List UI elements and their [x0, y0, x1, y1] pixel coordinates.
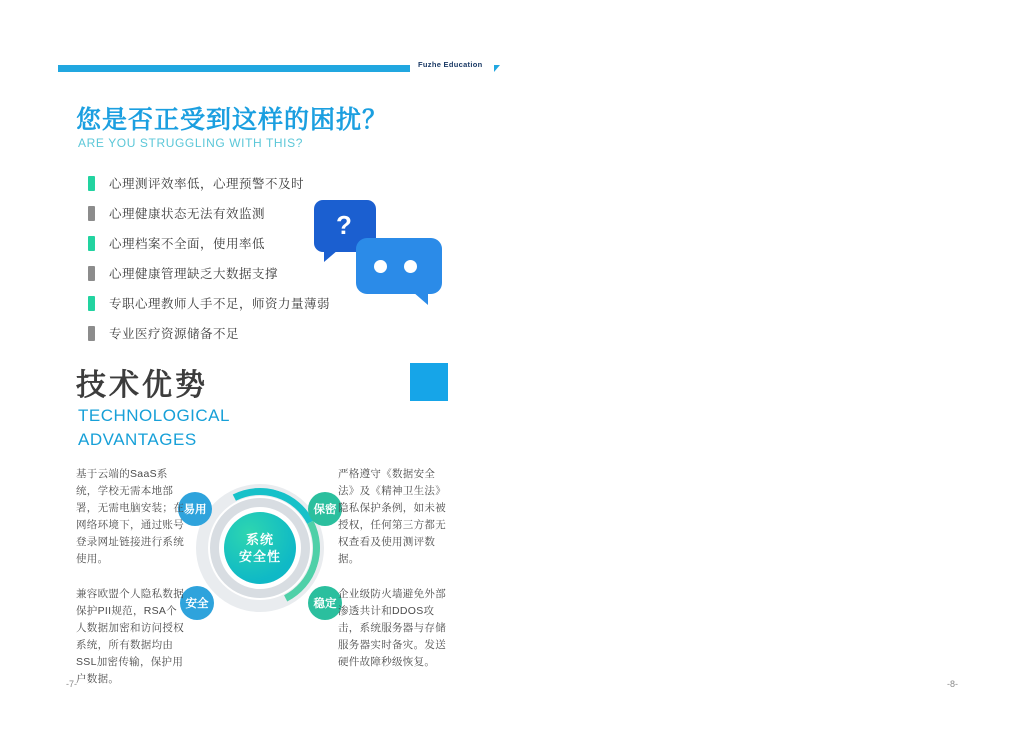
- diagram-core: [224, 512, 296, 584]
- page-subtitle: ARE YOU STRUGGLING WITH THIS?: [78, 136, 303, 150]
- question-mark-label: ?: [336, 210, 352, 240]
- tech-paragraph-top-left: 基于云端的SaaS系统，学校无需本地部署，无需电脑安装；在网络环境下，通过账号登录网址链接进行系统使用。: [76, 468, 184, 565]
- speech-bubbles-illustration: [310, 200, 450, 310]
- list-item-label: 心理测评效率低，心理预警不及时: [109, 177, 305, 191]
- list-item-label: 专业医疗资源储备不足: [109, 327, 240, 341]
- tech-paragraph-bottom-right: 企业级防火墙避免外部渗透共计和DDOS攻击，系统服务器与存储服务器实时备灾。发送硬件故障秒级恢复。: [338, 588, 446, 668]
- list-item-label: 心理健康状态无法有效监测: [109, 207, 266, 221]
- bullet-marker: [88, 326, 95, 341]
- list-item: [88, 318, 418, 348]
- list-item-label: 专职心理教师人手不足，师资力量薄弱: [109, 297, 331, 311]
- decorative-square: [410, 363, 448, 401]
- diagram-node-security: 安全: [180, 586, 214, 620]
- bullet-marker: [88, 206, 95, 221]
- bubble-dot-icon: [404, 260, 417, 273]
- list-item: [88, 168, 418, 198]
- security-diagram: [183, 470, 337, 640]
- left-page-header: [58, 60, 498, 78]
- section-title-tech: 技术优势: [76, 369, 208, 402]
- header-bar-tail: [494, 65, 500, 72]
- tech-paragraph-bottom-left: 兼容欧盟个人隐私数据保护PII规范，RSA个人数据加密和访问授权系统，所有数据均由SSL加密传输，保护用户数据。: [76, 588, 184, 685]
- header-brand-label: Fuzhe Education: [418, 60, 483, 69]
- answer-bubble-icon: [356, 238, 442, 294]
- list-item-label: 心理档案不全面，使用率低: [109, 237, 266, 251]
- bubble-dot-icon: [374, 260, 387, 273]
- page-number-left: -7-: [66, 679, 77, 689]
- bullet-marker: [88, 266, 95, 281]
- bullet-marker: [88, 236, 95, 251]
- section-subtitle-line1: TECHNOLOGICAL: [78, 406, 230, 425]
- diagram-node-stability: 稳定: [308, 586, 342, 620]
- diagram-node-usability: 易用: [178, 492, 212, 526]
- diagram-core-line2: 安全性: [238, 549, 281, 564]
- tech-paragraph-top-right: 严格遵守《数据安全法》及《精神卫生法》隐私保护条例，如未被授权，任何第三方都无权查看及使用测评数据。: [338, 468, 446, 565]
- section-subtitle-tech: [78, 404, 230, 452]
- right-page: [512, 0, 1024, 729]
- section-subtitle-line2: ADVANTAGES: [78, 430, 197, 449]
- page-title: 您是否正受到这样的困扰？: [76, 106, 389, 134]
- diagram-core-line1: 系统: [245, 532, 274, 547]
- bullet-marker: [88, 176, 95, 191]
- page-number-right: -8-: [947, 679, 958, 689]
- header-bar: [58, 65, 410, 72]
- diagram-node-privacy: 保密: [308, 492, 342, 526]
- bullet-marker: [88, 296, 95, 311]
- list-item-label: 心理健康管理缺乏大数据支撑: [109, 267, 279, 281]
